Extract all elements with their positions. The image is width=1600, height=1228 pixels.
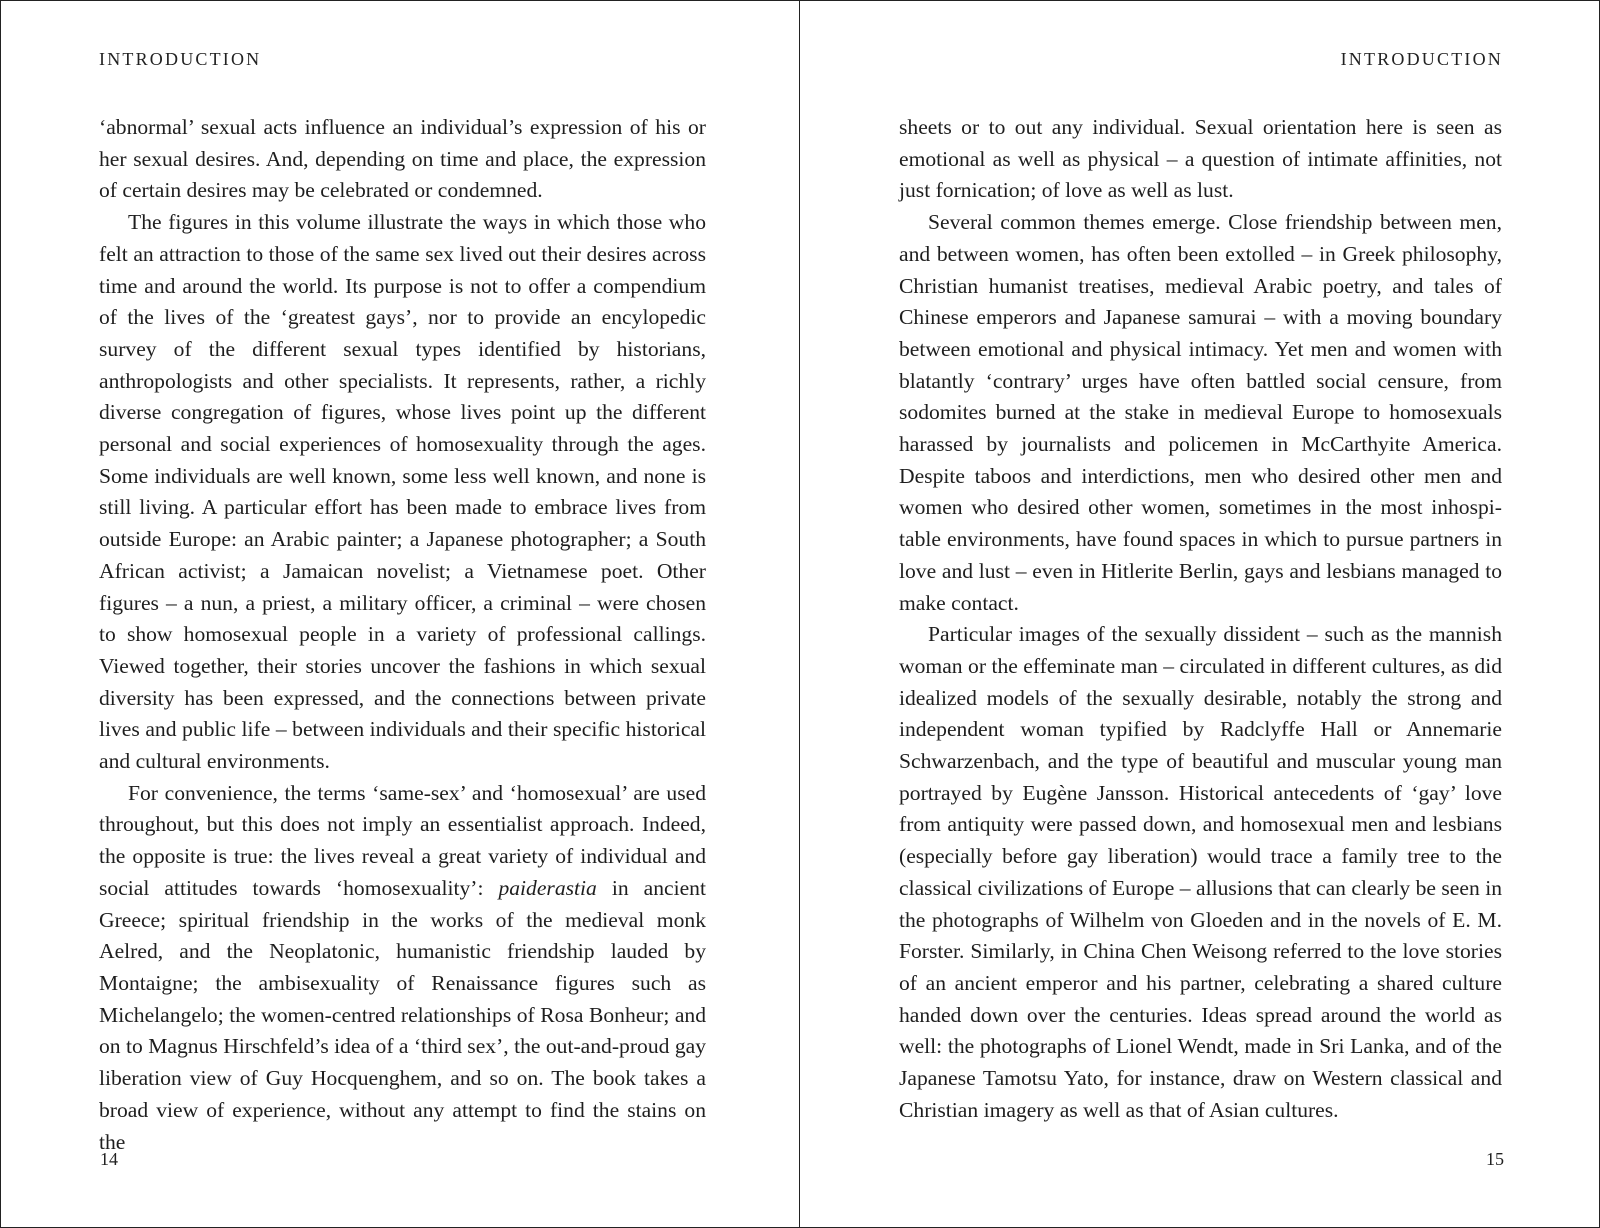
body-text (99, 112, 706, 1158)
paragraph-text: in ancient Greece; spiritual friendship in the works of the medieval monk Aelred, and the Neoplatonic, humanistic friendship lauded by Montaigne; the ambisexuality of Renaissance figures such as Michelangelo; the women-centred relationships of Rosa Bonheur; and on to Magnus Hirschfeld’s idea of a ‘third sex’, the out-and-proud gay liberation view of Guy Hocquenghem, and so on. The book takes a broad view of experience, without any attempt to find the stains on the (99, 875, 706, 1154)
right-page (800, 1, 1599, 1227)
page-number: 14 (100, 1149, 118, 1169)
paragraph: ‘abnormal’ sexual acts influence an individual’s expression of his or her sexual desires. And, depending on time and place, the expression of certain desires may be celebrated or condemned. (99, 115, 706, 203)
left-page (1, 1, 800, 1227)
paragraph-text: For convenience, the terms ‘same-sex’ and ‘homosexual’ are used throughout, but this does not imply an essentialist approach. Indeed, the opposite is true: the lives reveal a great variety of individual and social attitudes towards ‘homosexuality’: (99, 780, 706, 900)
italic-term: paiderastia (498, 875, 597, 900)
running-head: INTRODUCTION (99, 49, 262, 69)
paragraph: The figures in this volume illustrate the ways in which those who felt an attraction to those of the same sex lived out their desires across time and around the world. Its purpose is not to offer a compendium of the lives of the ‘greatest gays’, nor to provide an encylopedic survey of the different sexual types identified by historians, anthropologists and other specialists. It represents, rather, a richly diverse congregation of figures, whose lives point up the different personal and social experiences of homosexuality through the ages. Some individuals are well known, some less well known, and none is still living. A particular effort has been made to embrace lives from outside Europe: an Arabic painter; a Japanese photographer; a South African activist; a Jamaican novelist; a Vietnamese poet. Other figures – a nun, a priest, a military officer, a criminal – were chosen to show homosexual people in a variety of professional callings. Viewed together, their stories uncover the fashions in which sexual diversity has been expressed, and the connections between private lives and public life – between individuals and their specific historical and cultural environments. (99, 210, 706, 774)
paragraph (99, 778, 706, 1158)
paragraph: Particular images of the sexually dissident – such as the mannish woman or the effeminate man – circulated in different cultures, as did idealized models of the sexually desirable, notably the strong and independent woman typified by Radclyffe Hall or Annemarie Schwarzenbach, and the type of beautiful and muscular young man portrayed by Eugène Jansson. Historical antecedents of ‘gay’ love from antiquity were passed down, and homosexual men and lesbians (especially before gay liberation) would trace a family tree to the classical civilizations of Europe – allusions that can clearly be seen in the photographs of Wilhelm von Gloeden and in the novels of E. M. Forster. Similarly, in China Chen Weisong referred to the love stories of an ancient emperor and his partner, celebrating a shared culture handed down over the centuries. Ideas spread around the world as well: the photographs of Lionel Wendt, made in Sri Lanka, and of the Japanese Tamotsu Yato, for instance, draw on Western classical and Christian imagery as well as that of Asian cultures. (899, 622, 1502, 1122)
page-number: 15 (1486, 1149, 1504, 1169)
body-text (899, 112, 1502, 1127)
paragraph: sheets or to out any individual. Sexual orientation here is seen as emotional as well as physical – a question of intimate affinities, not just fornication; of love as well as lust. (899, 115, 1502, 203)
paragraph: Several common themes emerge. Close friendship between men, and between women, has often been extolled – in Greek philosophy, Christian humanist treatises, medieval Arabic poetry, and tales of Chinese emperors and Japanese samurai – with a moving boundary between emotional and physical intimacy. Yet men and women with blatantly ‘contrary’ urges have often battled social censure, from sodomites burned at the stake in medieval Europe to homosexuals harassed by journalists and policemen in McCarthyite America. Despite taboos and interdictions, men who desired other men and women who desired other women, sometimes in the most inhospitable environments, have found spaces in which to pursue partners in love and lust – even in Hitlerite Berlin, gays and lesbians managed to make contact. (899, 210, 1502, 615)
running-head: INTRODUCTION (1340, 49, 1503, 69)
